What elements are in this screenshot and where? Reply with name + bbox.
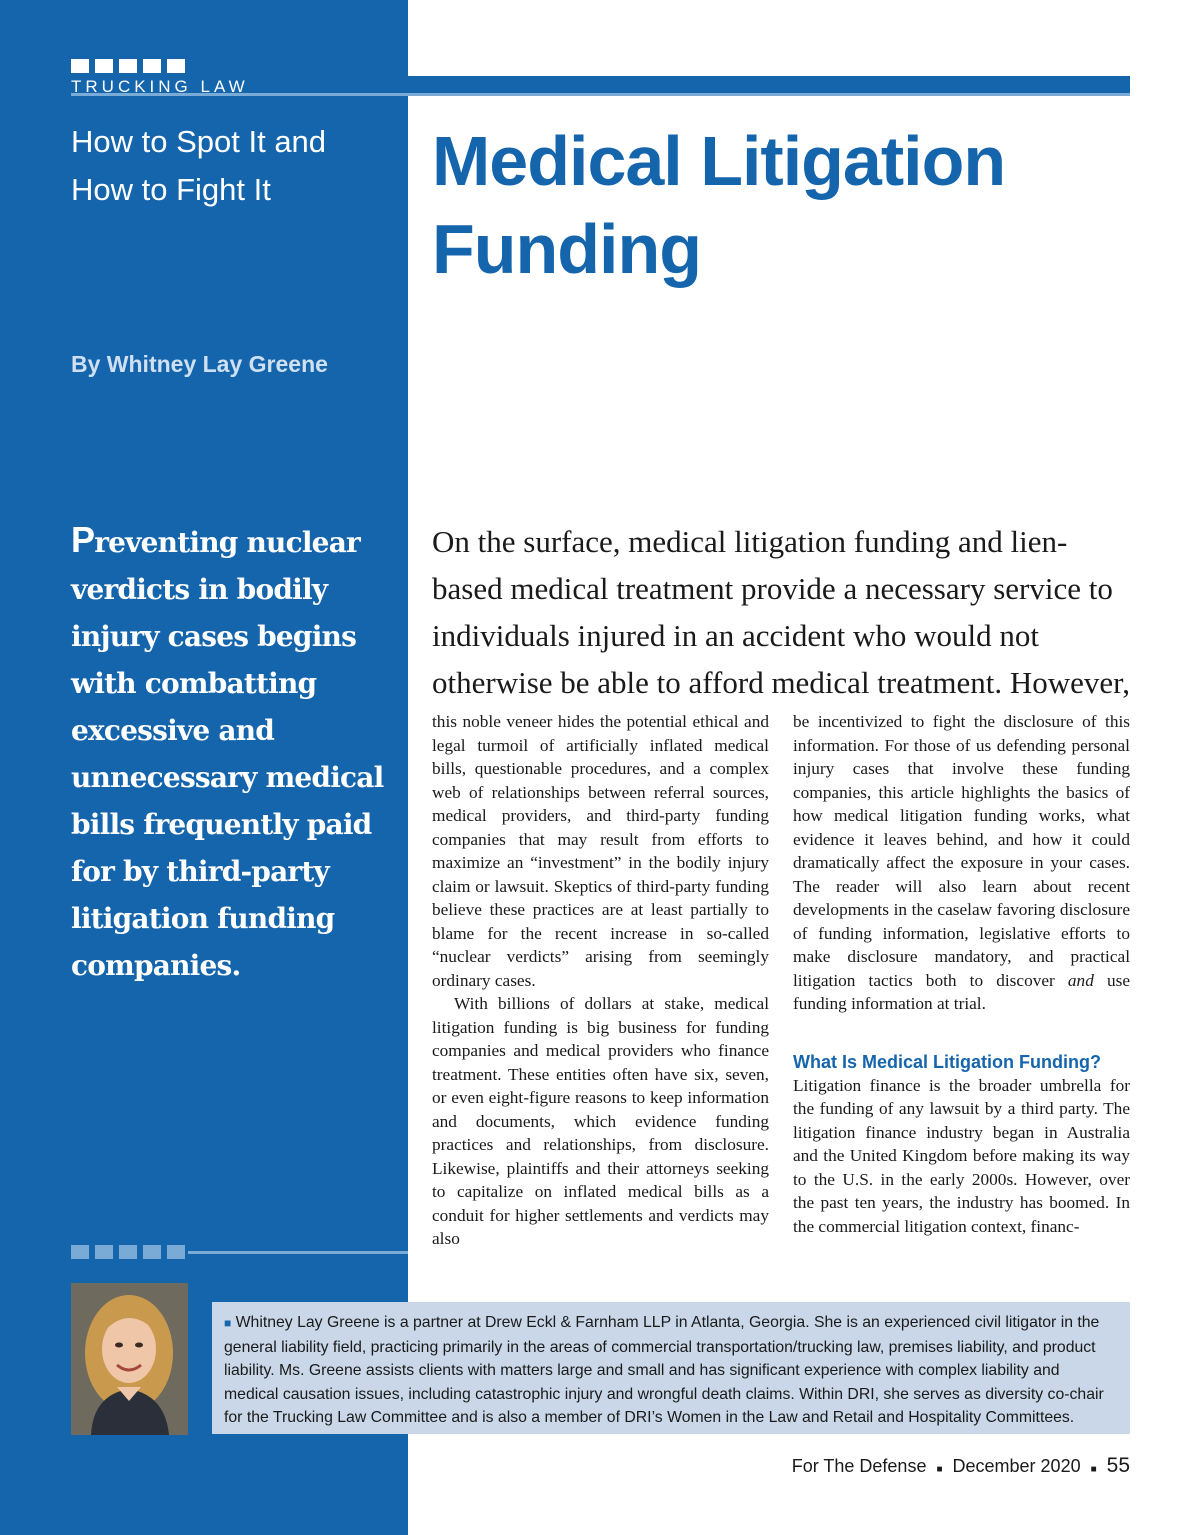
paragraph: be incentivized to fight the disclosure of this information. For those of us defending personal injury cases that involve these funding companies, this article highlights the basics of how medical litigation funding works, what evidence it leaves behind, and how it could dramatically affect the exposure in your cases. The reader will also learn about recent developments in the caselaw favoring disclosure of funding information, legislative efforts to make disclosure mandatory, and practical litigation tactics both to discover and use funding information at trial. [793, 712, 1130, 1013]
issue-date: December 2020 [952, 1456, 1081, 1476]
author-bio: ■ Whitney Lay Greene is a partner at Drew Eckl & Farnham LLP in Atlanta, Georgia. She is an experienced civil litigator in the general liability field, practicing primarily in the areas of commercial transportation/trucking law, premises liability, and product liability. Ms. Greene assists clients with matters large and small and has significant experience with complex liability and medical causation issues, including catastrophic injury and wrongful death claims. Within DRI, she serves as diversity co-chair for the Trucking Law Committee and is also a member of DRI’s Women in the Law and Retail and Hospitality Committees. [212, 1302, 1130, 1434]
decorative-squares-bottom [71, 1245, 185, 1259]
publication-name: For The Defense [791, 1456, 927, 1476]
lede-paragraph: On the surface, medical litigation funding and lien-based medical treatment provide a necessary service to individuals injured in an accident who would not otherwise be able to afford medical treatment. However, [432, 524, 1130, 700]
section-heading: What Is Medical Litigation Funding? [793, 1051, 1101, 1072]
paragraph: Litigation finance is the broader umbrella for the funding of any lawsuit by a third party. The litigation finance industry began in Australia and the United Kingdom before making its way to the U.S. in the early 2000s. However, over the past ten years, the industry has boomed. In the commercial litigation context, financ- [793, 1075, 1130, 1236]
divider-line [188, 1251, 408, 1254]
square-bullet-icon: ■ [1090, 1464, 1097, 1475]
decorative-squares-top [71, 59, 185, 73]
body-column-2 [793, 710, 1130, 1238]
page-footer [792, 1454, 1130, 1478]
byline: By Whitney Lay Greene [71, 351, 328, 377]
article-title: Medical Litigation Funding [432, 122, 1006, 288]
body-column-1 [432, 710, 769, 1251]
pull-quote: Preventing nuclear verdicts in bodily injury cases begins with combatting excessive and unnecessary medical bills frequently paid for by third-party litigation funding companies. [71, 519, 384, 982]
subtitle: How to Spot It and How to Fight It [71, 124, 327, 207]
paragraph: With billions of dollars at stake, medical litigation funding is big business for funding companies and medical providers who finance treatment. These entities often have six, seven, or even eight-figure reasons to keep information and documents, which evidence funding practices and relationships, from disclosure. Likewise, plaintiffs and their attorneys seeking to capitalize on inflated medical bills as a conduit for higher settlements and verdicts may also [432, 994, 769, 1248]
square-bullet-icon: ■ [936, 1464, 943, 1475]
drop-cap: P [71, 519, 95, 560]
square-bullet-icon: ■ [224, 1316, 232, 1330]
page-number: 55 [1106, 1454, 1130, 1477]
paragraph: this noble veneer hides the potential ethical and legal turmoil of artificially inflated medical bills, questionable procedures, and a complex web of relationships between referral sources, medical providers, and third-party funding companies that may result from efforts to maximize an “investment” in the bodily injury claim or lawsuit. Skeptics of third-party funding believe these practices are at least partially to blame for the recent increase in so-called “nuclear verdicts” arising from seemingly ordinary cases. [432, 712, 769, 990]
section-label: TRUCKING LAW [71, 77, 249, 96]
author-photo [71, 1283, 188, 1435]
